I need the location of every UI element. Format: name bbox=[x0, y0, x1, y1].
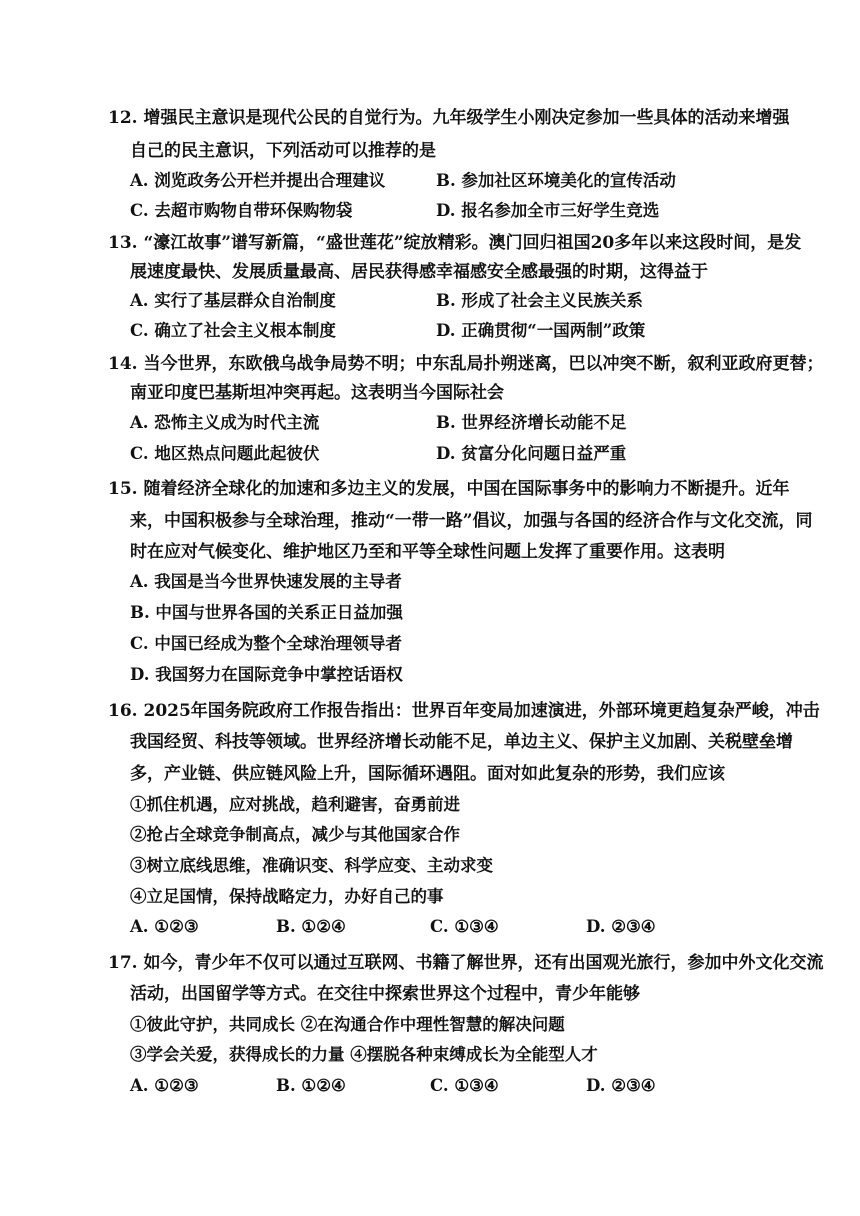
question-16-statement-3: ③树立底线思维，准确识变、科学应变、主动求变 bbox=[130, 856, 493, 875]
question-13-option-c: C. 确立了社会主义根本制度 bbox=[130, 321, 336, 340]
question-12-option-d: D. 报名参加全市三好学生竞选 bbox=[436, 201, 660, 220]
question-12-stem-line-2: 自己的民主意识，下列活动可以推荐的是 bbox=[130, 141, 436, 161]
question-17-option-c: C. ①③④ bbox=[430, 1076, 499, 1095]
question-16-statement-2: ②抢占全球竞争制高点，减少与其他国家合作 bbox=[130, 825, 460, 844]
question-15-stem-line-3: 时在应对气候变化、维护地区乃至和平等全球性问题上发挥了重要作用。这表明 bbox=[130, 542, 725, 562]
question-14-option-b: B. 世界经济增长动能不足 bbox=[436, 413, 627, 432]
question-13-option-b: B. 形成了社会主义民族关系 bbox=[436, 291, 643, 310]
question-14-stem-line-1: 14. 当今世界，东欧俄乌战争局势不明；中东乱局扑朔迷离，巴以冲突不断，叙利亚政府更替； bbox=[108, 354, 824, 374]
question-14-stem-line-2: 南亚印度巴基斯坦冲突再起。这表明当今国际社会 bbox=[130, 383, 504, 403]
question-15-option-c: C. 中国已经成为整个全球治理领导者 bbox=[130, 634, 402, 653]
question-16-stem-line-2: 我国经贸、科技等领域。世界经济增长动能不足，单边主义、保护主义加剧、关税壁垒增 bbox=[130, 732, 793, 752]
question-13-stem-line-1: 13. “濠江故事”谱写新篇，“盛世莲花”绽放精彩。澳门回归祖国20多年以来这段时间，是发 bbox=[108, 233, 802, 253]
question-17-option-d: D. ②③④ bbox=[586, 1076, 656, 1095]
question-15-option-b: B. 中国与世界各国的关系正日益加强 bbox=[130, 603, 403, 622]
question-16-stem-line-1: 16. 2025年国务院政府工作报告指出：世界百年变局加速演进，外部环境更趋复杂严峻，冲击 bbox=[108, 701, 820, 721]
question-16-option-d: D. ②③④ bbox=[586, 917, 656, 936]
question-17-statement-line-2: ③学会关爱，获得成长的力量 ④摆脱各种束缚成长为全能型人才 bbox=[130, 1045, 598, 1064]
question-12-stem-line-1: 12. 增强民主意识是现代公民的自觉行为。九年级学生小刚决定参加一些具体的活动来增强 bbox=[108, 108, 790, 128]
question-17-option-a: A. ①②③ bbox=[130, 1076, 199, 1095]
question-14-option-a: A. 恐怖主义成为时代主流 bbox=[130, 413, 320, 432]
question-17-stem-line-2: 活动，出国留学等方式。在交往中探索世界这个过程中，青少年能够 bbox=[130, 984, 640, 1004]
question-16-stem-line-3: 多，产业链、供应链风险上升，国际循环遇阻。面对如此复杂的形势，我们应该 bbox=[130, 764, 725, 784]
question-12-option-c: C. 去超市购物自带环保购物袋 bbox=[130, 201, 353, 220]
question-14-option-c: C. 地区热点问题此起彼伏 bbox=[130, 444, 320, 463]
question-16-option-b: B. ①②④ bbox=[276, 917, 346, 936]
question-15-stem-line-2: 来，中国积极参与全球治理，推动“一带一路”倡议，加强与各国的经济合作与文化交流，同 bbox=[130, 511, 813, 531]
question-16-statement-1: ①抓住机遇，应对挑战，趋利避害，奋勇前进 bbox=[130, 795, 460, 814]
question-17-stem-line-1: 17. 如今，青少年不仅可以通过互联网、书籍了解世界，还有出国观光旅行，参加中外文化交流 bbox=[108, 953, 824, 973]
question-14-option-d: D. 贫富分化问题日益严重 bbox=[436, 444, 627, 463]
question-15-stem-line-1: 15. 随着经济全球化的加速和多边主义的发展，中国在国际事务中的影响力不断提升。近年 bbox=[108, 479, 790, 499]
question-15-option-d: D. 我国努力在国际竞争中掌控话语权 bbox=[130, 665, 403, 684]
question-16-option-c: C. ①③④ bbox=[430, 917, 499, 936]
question-17-statement-line-1: ①彼此守护，共同成长 ②在沟通合作中理性智慧的解决问题 bbox=[130, 1015, 565, 1034]
question-13-option-d: D. 正确贯彻“一国两制”政策 bbox=[436, 321, 646, 340]
question-13-stem-line-2: 展速度最快、发展质量最高、居民获得感幸福感安全感最强的时期，这得益于 bbox=[130, 262, 708, 282]
question-16-option-a: A. ①②③ bbox=[130, 917, 199, 936]
question-17-option-b: B. ①②④ bbox=[276, 1076, 346, 1095]
question-13-option-a: A. 实行了基层群众自治制度 bbox=[130, 291, 336, 310]
question-12-option-b: B. 参加社区环境美化的宣传活动 bbox=[436, 171, 676, 190]
question-12-option-a: A. 浏览政务公开栏并提出合理建议 bbox=[130, 171, 386, 190]
question-15-option-a: A. 我国是当今世界快速发展的主导者 bbox=[130, 572, 402, 591]
question-16-statement-4: ④立足国情，保持战略定力，办好自己的事 bbox=[130, 887, 444, 906]
